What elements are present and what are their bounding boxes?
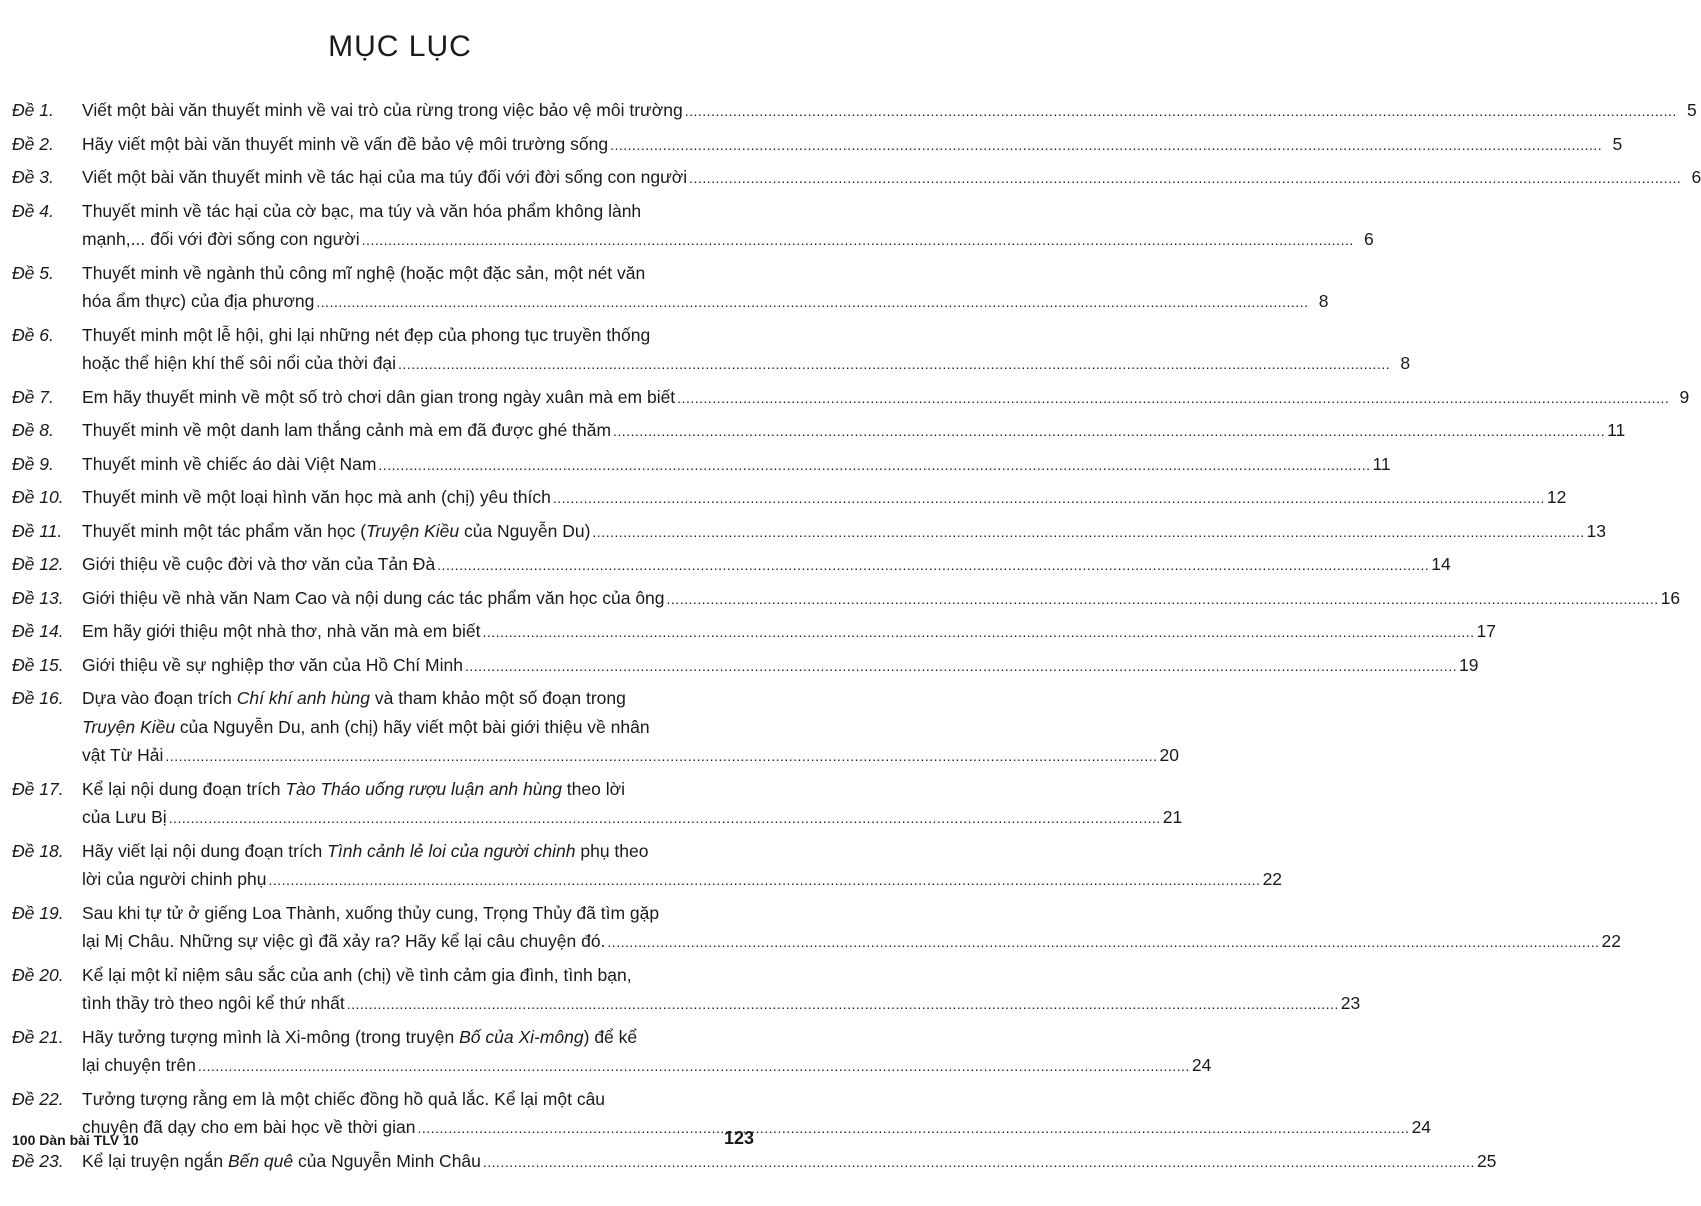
toc-entry-text <box>82 584 1680 614</box>
toc-page-number: 9 <box>1679 386 1690 407</box>
toc-page-number: 25 <box>1476 1150 1497 1171</box>
toc-page-number: 6 <box>1691 167 1701 187</box>
toc-page-number: 16 <box>1660 587 1681 608</box>
dot-leader <box>592 518 1584 547</box>
toc-line-text <box>82 779 625 799</box>
toc-entry-line <box>82 584 1680 614</box>
toc-line-text <box>82 1147 481 1176</box>
dot-leader <box>465 652 1457 681</box>
toc-entry-line <box>82 1113 1431 1143</box>
toc-entry <box>12 259 1329 317</box>
toc-entry-number: Đề 6. <box>12 324 54 345</box>
text-segment: và tham khảo một số đoạn trong <box>370 688 626 708</box>
toc-entry <box>12 130 1623 160</box>
toc-entry <box>12 684 1179 771</box>
toc-entry <box>12 321 1411 379</box>
toc-entry <box>12 483 1567 513</box>
toc-page-number: 12 <box>1546 487 1567 507</box>
toc-entry-line <box>82 1023 1211 1052</box>
text-segment: của Nguyễn Du) <box>459 520 591 541</box>
work-title-italic: Tình cảnh lẻ loi của người chinh <box>327 840 576 861</box>
toc-entry <box>12 383 1690 413</box>
toc-entry <box>12 1147 1497 1177</box>
toc-page-number: 21 <box>1162 807 1183 827</box>
toc-entry-line <box>82 1147 1496 1177</box>
toc-entry-line <box>82 741 1179 771</box>
toc-page-number: 24 <box>1191 1055 1212 1075</box>
toc-entry-line <box>82 349 1410 379</box>
toc-line-text: Thuyết minh về tác hại của cờ bạc, ma túy và văn hóa phẩm không lành <box>82 200 642 221</box>
toc-entry <box>12 617 1496 647</box>
toc-entry <box>12 837 1283 895</box>
toc-entry-line <box>82 961 1360 990</box>
toc-entry-number: Đề 9. <box>12 453 54 474</box>
toc-line-text: mạnh,... đối với đời sống con người <box>82 229 360 249</box>
toc-line-text: Viết một bài văn thuyết minh về vai trò của rừng trong việc bảo vệ môi trường <box>82 100 683 120</box>
toc-line-text <box>82 517 590 546</box>
toc-entry-line <box>82 225 1374 255</box>
toc-entry-line <box>82 483 1566 513</box>
toc-page-number: 20 <box>1159 745 1179 765</box>
text-segment: Dựa vào đoạn trích <box>82 688 237 708</box>
toc-entry-text <box>82 96 1697 126</box>
toc-page-number: 19 <box>1459 654 1479 675</box>
toc-entry-line <box>82 416 1625 446</box>
toc-entry-number: Đề 23. <box>12 1150 64 1171</box>
toc-entry-line <box>82 517 1606 547</box>
dot-leader <box>689 164 1681 193</box>
dot-leader <box>482 618 1474 647</box>
toc-entry-text <box>82 163 1701 193</box>
toc-entry-line <box>82 287 1328 317</box>
toc-entry-line <box>82 651 1479 681</box>
toc-entry-line <box>82 684 1179 713</box>
toc-page-number: 13 <box>1586 520 1606 541</box>
toc-line-text: Em hãy giới thiệu một nhà thơ, nhà văn mà em biết <box>82 621 481 641</box>
text-segment: ) để kể <box>583 1026 638 1047</box>
toc-line-text: Kể lại một kỉ niệm sâu sắc của anh (chị) về tình cảm gia đình, tình bạn, <box>82 964 632 985</box>
toc-entry <box>12 517 1606 547</box>
toc-entry-line <box>82 550 1451 580</box>
footer-book-title: 100 Dàn bài TLV 10 <box>12 1132 139 1148</box>
toc-entry-line <box>82 1085 1431 1114</box>
toc-entry-text <box>82 684 1179 771</box>
toc-entry-text <box>82 197 1374 255</box>
toc-page-number: 22 <box>1601 931 1621 951</box>
toc-line-text: Tưởng tượng rằng em là một chiếc đồng hồ quả lắc. Kể lại một câu <box>82 1088 606 1109</box>
toc-entry-text <box>82 1023 1211 1081</box>
toc-entry <box>12 450 1391 480</box>
toc-line-text: Em hãy thuyết minh về một số trò chơi dân gian trong ngày xuân mà em biết <box>82 386 676 407</box>
toc-entry-text <box>82 1147 1496 1177</box>
toc-entry-line <box>82 383 1689 413</box>
toc-line-text: Thuyết minh về ngành thủ công mĩ nghệ (hoặc một đặc sản, một nét văn <box>82 262 646 283</box>
text-segment: Thuyết minh một tác phẩm văn học ( <box>82 520 367 541</box>
dot-leader <box>667 585 1659 614</box>
toc-line-text: vật Từ Hải <box>82 745 164 765</box>
toc-line-text: chuyện đã dạy cho em bài học về thời gian <box>82 1117 416 1137</box>
toc-entry-number: Đề 19. <box>12 902 64 923</box>
dot-leader <box>685 97 1677 126</box>
toc-entry-number: Đề 17. <box>12 778 64 799</box>
toc-entry-number: Đề 14. <box>12 621 64 641</box>
toc-entry <box>12 550 1451 580</box>
toc-page-number: 6 <box>1364 229 1374 249</box>
text-segment: Hãy viết lại nội dung đoạn trích <box>82 840 328 861</box>
text-segment: Kể lại nội dung đoạn trích <box>82 778 286 799</box>
toc-entry-line <box>82 837 1282 866</box>
toc-entry-text <box>82 550 1451 580</box>
toc-entry-text <box>82 130 1622 160</box>
toc-page-number: 23 <box>1340 993 1361 1013</box>
toc-entry <box>12 961 1361 1019</box>
toc-entry-line <box>82 450 1391 480</box>
toc-entry-line <box>82 775 1182 804</box>
dot-leader <box>613 417 1605 446</box>
toc-entry-number: Đề 5. <box>12 262 54 283</box>
toc-entry <box>12 775 1183 833</box>
toc-entry-text <box>82 517 1606 547</box>
toc-entry-number: Đề 11. <box>12 520 63 541</box>
footer-page-number: 123 <box>723 1128 754 1148</box>
dot-leader <box>198 1052 1190 1081</box>
toc-entry-number: Đề 18. <box>12 840 64 861</box>
toc-entry-number: Đề 4. <box>12 200 54 221</box>
text-segment: Hãy tưởng tượng mình là Xi-mông (trong truyện <box>82 1026 460 1047</box>
toc-page-number: 11 <box>1607 420 1626 440</box>
dot-leader <box>169 804 1161 833</box>
toc-entry-text <box>82 775 1182 833</box>
toc-line-text: Thuyết minh về một danh lam thắng cảnh mà em đã được ghé thăm <box>82 420 612 440</box>
text-segment: của Nguyễn Minh Châu <box>293 1150 481 1171</box>
toc-line-text: Sau khi tự tử ở giếng Loa Thành, xuống thủy cung, Trọng Thủy đã tìm gặp <box>82 902 660 923</box>
toc-page-number: 14 <box>1431 554 1451 574</box>
dot-leader <box>553 484 1545 513</box>
toc-entry-line <box>82 989 1360 1019</box>
toc-entry <box>12 1023 1212 1081</box>
toc-entry-text <box>82 899 1621 957</box>
toc-entry <box>12 584 1681 614</box>
dot-leader <box>165 742 1157 771</box>
toc-entry-number: Đề 1. <box>12 100 54 120</box>
text-segment: Kể lại truyện ngắn <box>82 1150 228 1171</box>
toc-entry-line <box>82 130 1622 160</box>
toc-line-text: Hãy viết một bài văn thuyết minh về vấn đề bảo vệ môi trường sống <box>82 133 609 154</box>
dot-leader <box>437 551 1429 580</box>
toc-entry <box>12 163 1701 193</box>
toc-entry-line <box>82 1051 1211 1081</box>
toc-page-number: 5 <box>1687 100 1697 120</box>
toc-line-text: Giới thiệu về sự nghiệp thơ văn của Hồ Chí Minh <box>82 654 463 675</box>
toc-line-text: hoặc thể hiện khí thế sôi nổi của thời đại <box>82 353 397 373</box>
toc-entry-text <box>82 483 1566 513</box>
toc-entry-number: Đề 10. <box>12 487 64 507</box>
toc-line-text: lại Mị Châu. Những sự việc gì đã xảy ra? Hãy kể lại câu chuyện đó. <box>82 931 606 951</box>
dot-leader <box>610 131 1602 160</box>
dot-leader <box>378 451 1370 480</box>
toc-entry-line <box>82 321 1410 350</box>
toc-line-text: Thuyết minh một lễ hội, ghi lại những nét đẹp của phong tục truyền thống <box>82 324 651 345</box>
dot-leader <box>483 1148 1475 1177</box>
toc-page-number: 17 <box>1476 621 1496 641</box>
toc-entry-line <box>82 899 1621 928</box>
toc-entry-number: Đề 8. <box>12 420 54 440</box>
toc-entry-line <box>82 259 1328 288</box>
toc-page-number: 8 <box>1318 291 1329 311</box>
toc-entry-line <box>82 865 1282 895</box>
page-title: MỤC LỤC <box>328 30 472 63</box>
text-segment: của Nguyễn Du, anh (chị) hãy viết một bài giới thiệu về nhân <box>175 716 650 737</box>
toc-page-number: 8 <box>1400 353 1411 373</box>
dot-leader <box>362 226 1354 255</box>
toc-entry-text <box>82 383 1689 413</box>
toc-line-text <box>82 1027 637 1047</box>
toc-line-text: lời của người chinh phụ <box>82 869 267 889</box>
dot-leader <box>316 288 1308 317</box>
toc-entry-number: Đề 15. <box>12 654 64 675</box>
toc-entry-text <box>82 1085 1431 1143</box>
toc-page-number: 5 <box>1612 133 1623 154</box>
text-segment: theo lời <box>561 778 625 799</box>
toc-line-text <box>82 717 650 737</box>
toc-entry-text <box>82 259 1328 317</box>
toc-line-text: Giới thiệu về cuộc đời và thơ văn của Tản Đà <box>82 554 436 574</box>
toc-entry-line <box>82 96 1697 126</box>
toc-line-text: Giới thiệu về nhà văn Nam Cao và nội dung các tác phẩm văn học của ông <box>82 587 665 608</box>
toc-entry-line <box>82 713 1179 742</box>
toc-entry-number: Đề 3. <box>12 167 54 187</box>
dot-leader <box>677 384 1669 413</box>
work-title-italic: Chí khí anh hùng <box>236 688 371 708</box>
toc-entry-line <box>82 617 1496 647</box>
table-of-contents <box>12 96 1701 1180</box>
toc-entry-text <box>82 651 1479 681</box>
dot-leader <box>347 990 1339 1019</box>
toc-entry-line <box>82 197 1374 226</box>
toc-line-text <box>82 841 648 861</box>
toc-entry-number: Đề 20. <box>12 964 64 985</box>
toc-line-text: Thuyết minh về chiếc áo dài Việt Nam <box>82 453 377 474</box>
toc-entry-number: Đề 7. <box>12 386 54 407</box>
text-segment: phụ theo <box>575 840 649 861</box>
toc-entry-text <box>82 617 1496 647</box>
toc-line-text: Thuyết minh về một loại hình văn học mà anh (chị) yêu thích <box>82 487 551 507</box>
toc-entry-line <box>82 163 1701 193</box>
toc-line-text: lại chuyện trên <box>82 1055 196 1075</box>
dot-leader <box>269 866 1261 895</box>
toc-entry-number: Đề 12. <box>12 554 64 574</box>
toc-line-text: hóa ẩm thực) của địa phương <box>82 291 315 311</box>
toc-entry <box>12 899 1621 957</box>
toc-line-text: Viết một bài văn thuyết minh về tác hại của ma túy đối với đời sống con người <box>82 167 688 187</box>
work-title-italic: Bến quê <box>227 1150 294 1171</box>
work-title-italic: Bố của Xi-mông <box>459 1026 584 1047</box>
toc-entry <box>12 651 1479 681</box>
dot-leader <box>398 350 1390 379</box>
toc-entry-text <box>82 837 1282 895</box>
toc-entry <box>12 96 1697 126</box>
toc-entry <box>12 197 1374 255</box>
dot-leader <box>607 928 1599 957</box>
work-title-italic: Tào Tháo uống rượu luận anh hùng <box>285 778 562 799</box>
toc-entry-text <box>82 450 1391 480</box>
toc-entry-text <box>82 961 1360 1019</box>
toc-line-text <box>82 688 626 708</box>
toc-entry-text <box>82 321 1410 379</box>
dot-leader <box>418 1114 1410 1143</box>
toc-page-number: 24 <box>1411 1117 1432 1137</box>
toc-entry-line <box>82 927 1621 957</box>
work-title-italic: Truyện Kiều <box>366 520 460 541</box>
toc-page-number: 22 <box>1262 869 1283 889</box>
toc-entry <box>12 416 1626 446</box>
toc-page-number: 11 <box>1372 453 1391 474</box>
work-title-italic: Truyện Kiều <box>82 716 176 737</box>
toc-entry-text <box>82 416 1625 446</box>
toc-entry-number: Đề 2. <box>12 133 54 154</box>
toc-entry-number: Đề 21. <box>12 1026 64 1047</box>
toc-entry-number: Đề 16. <box>12 688 64 708</box>
toc-entry-line <box>82 803 1182 833</box>
toc-line-text: của Lưu Bị <box>82 807 167 827</box>
toc-entry-number: Đề 13. <box>12 587 64 608</box>
toc-line-text: tình thầy trò theo ngôi kể thứ nhất <box>82 993 345 1013</box>
toc-entry-number: Đề 22. <box>12 1088 64 1109</box>
